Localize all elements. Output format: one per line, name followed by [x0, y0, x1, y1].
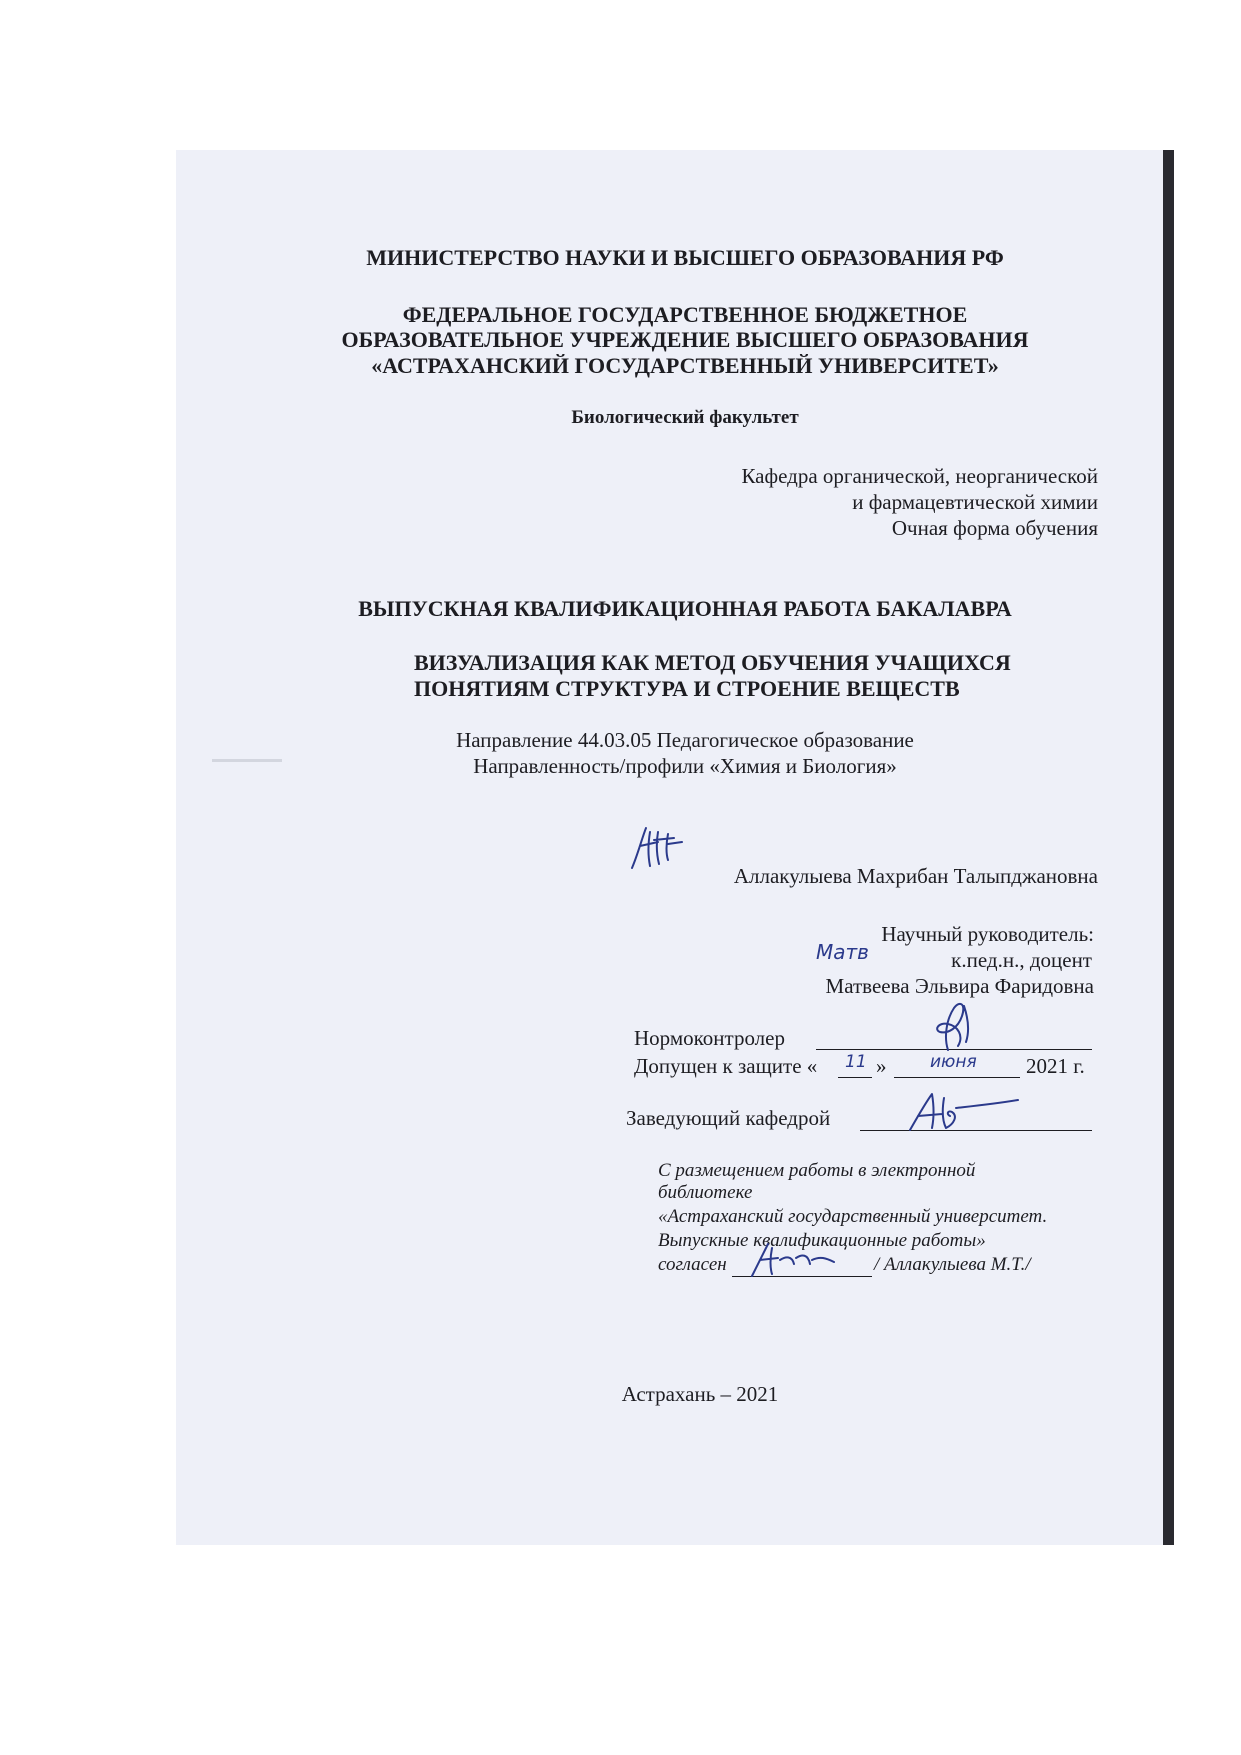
supervisor-name: Матвеева Эльвира Фаридовна — [825, 974, 1094, 998]
supervisor-signature: Матв — [816, 940, 869, 964]
head-signature-icon — [904, 1090, 1024, 1136]
ministry-heading: МИНИСТЕРСТВО НАУКИ И ВЫСШЕГО ОБРАЗОВАНИЯ РФ — [366, 245, 1004, 270]
normocontroller-label: Нормоконтролер — [634, 1026, 785, 1050]
institution-line-1: ФЕДЕРАЛЬНОЕ ГОСУДАРСТВЕННОЕ БЮДЖЕТНОЕ — [402, 302, 968, 327]
study-profile: Направленность/профили «Химия и Биология» — [473, 754, 897, 778]
supervisor-degree: к.пед.н., доцент — [951, 948, 1092, 972]
institution-line-2: ОБРАЗОВАТЕЛЬНОЕ УЧРЕЖДЕНИЕ ВЫСШЕГО ОБРАЗОВАНИЯ — [341, 327, 1029, 352]
head-of-department-label: Заведующий кафедрой — [626, 1106, 831, 1130]
admitted-day-line — [838, 1077, 872, 1078]
work-type-heading: ВЫПУСКНАЯ КВАЛИФИКАЦИОННАЯ РАБОТА БАКАЛАВРА — [358, 596, 1012, 621]
admitted-prefix: Допущен к защите « — [634, 1054, 818, 1078]
admitted-quote-close: » — [876, 1054, 887, 1078]
admitted-month-line — [894, 1077, 1020, 1078]
consent-signature-icon — [748, 1240, 838, 1280]
study-direction: Направление 44.03.05 Педагогическое образование — [456, 728, 914, 752]
supervisor-label: Научный руководитель: — [881, 922, 1094, 946]
author-signature-icon — [628, 824, 686, 874]
consent-line-2: библиотеке — [658, 1182, 753, 1203]
consent-signer: / Аллакулыева М.Т./ — [874, 1254, 1031, 1275]
scan-shadow-edge — [1163, 150, 1174, 1545]
department-line-1: Кафедра органической, неорганической — [741, 464, 1098, 488]
department-line-2: и фармацевтической химии — [852, 490, 1098, 514]
thesis-title-line-2: ПОНЯТИЯМ СТРУКТУРА И СТРОЕНИЕ ВЕЩЕСТВ — [414, 676, 960, 701]
admitted-year: 2021 г. — [1026, 1054, 1085, 1078]
admitted-month: июня — [930, 1052, 977, 1072]
institution-line-3: «АСТРАХАНСКИЙ ГОСУДАРСТВЕННЫЙ УНИВЕРСИТЕТ» — [371, 353, 999, 378]
faculty-name: Биологический факультет — [571, 407, 799, 428]
consent-line-1: С размещением работы в электронной — [658, 1160, 976, 1181]
thesis-title-line-1: ВИЗУАЛИЗАЦИЯ КАК МЕТОД ОБУЧЕНИЯ УЧАЩИХСЯ — [414, 650, 1011, 675]
consent-line-4: Выпускные квалификационные работы» — [658, 1230, 986, 1251]
admitted-day: 11 — [845, 1052, 867, 1072]
author-name: Аллакулыева Махрибан Талыпджановна — [733, 864, 1098, 888]
scan-smudge — [212, 759, 282, 762]
study-form: Очная форма обучения — [891, 516, 1098, 540]
city-year: Астрахань – 2021 — [621, 1382, 779, 1406]
consent-line-3: «Астраханский государственный университет. — [658, 1206, 1048, 1227]
consent-agree-label: согласен — [658, 1254, 727, 1275]
normocontroller-signature-icon — [918, 998, 978, 1054]
